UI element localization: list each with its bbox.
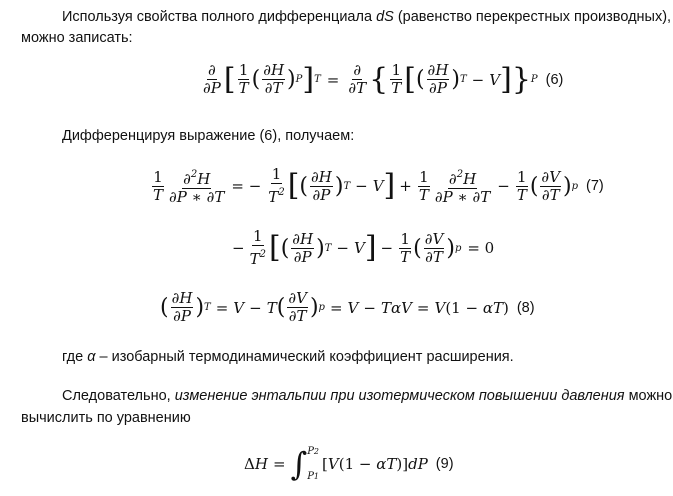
paragraph-1-line-1 [62, 8, 671, 26]
equation-8: ( ∂H ∂P ) T = V − T ( ∂V ∂T ) p = V − TαV = V (1 − αT ) (8) [160, 289, 535, 325]
equation-number: (7) [586, 178, 604, 194]
equation-7: 1 T $\frac{\partial^2H}{\partial P ∗ \partial T}$ = − $\frac{1}{T^2}$ [ ( ∂H ∂P ) T − V ] + $\frac{1}{T}$ ∂$^2$H ∂P ∗ ∂T − $\frac{1}{T}$ ( ∂V ∂T ) p (7) [153, 165, 604, 206]
paragraph-text: Используя свойства полного дифференциала [62, 9, 377, 25]
equation-number: (8) [516, 299, 535, 316]
equation-7-derived: − $\frac{1}{T^2}$ [ ( ∂H ∂P ) T − V ] − $\frac{1}{T}$ ( ∂V ∂T ) p = 0 [232, 227, 495, 268]
paragraph-2: Дифференцируя выражение (6), получаем: [62, 128, 355, 144]
equation-number: (6) [545, 71, 564, 88]
differential-variable: dS [376, 9, 394, 25]
paragraph-text: – изобарный термодинамический коэффициент расширения. [95, 349, 514, 365]
emphasized-text: изменение энтальпии при изотермическом повышении давления [174, 388, 625, 404]
paragraph-text: можно [624, 388, 673, 404]
paragraph-4-line-1 [62, 387, 672, 405]
equation-number: (9) [435, 456, 454, 472]
equation-9: Δ H = ∫ P2 P1 [ V (1 − αT )] dP (9) [244, 445, 454, 483]
paragraph-3 [62, 348, 514, 366]
paragraph-1-line-2: можно записать: [21, 30, 133, 46]
equation-6: ∂ ∂P [ 1 T ( ∂H ∂T ) P ] T = ∂ ∂T { 1 T [ ( ∂H ∂P ) T − V ] } P (6) [203, 61, 564, 97]
paragraph-text: (равенство перекрестных производных), [393, 9, 672, 25]
paragraph-4-line-2: вычислить по уравнению [21, 410, 191, 426]
paragraph-text: где [62, 349, 88, 365]
paragraph-text: Следовательно, [62, 388, 175, 404]
equals-zero: = 0 [467, 239, 495, 257]
alpha-symbol: α [87, 349, 96, 365]
